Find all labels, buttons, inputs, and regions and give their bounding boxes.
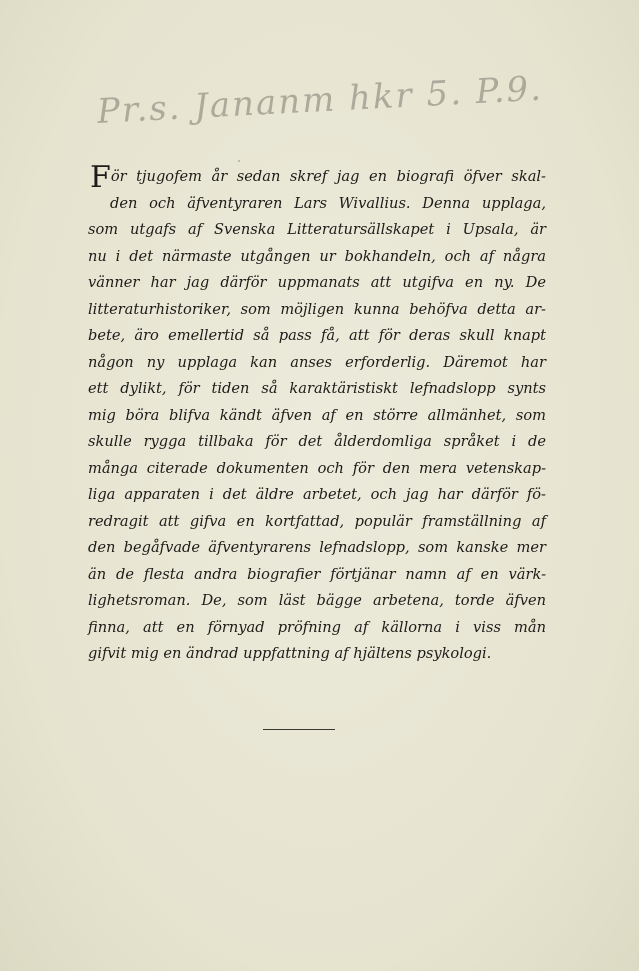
ink-speck bbox=[238, 160, 240, 162]
paragraph-line-5: vänner har jag därför uppmanats att utgifva en ny. De bbox=[88, 274, 546, 291]
paragraph-line-4: nu i det närmaste utgången ur bokhandeln, och af några bbox=[88, 247, 546, 265]
paragraph-line-8: någon ny upplaga kan anses erforderlig. Däremot har bbox=[88, 353, 546, 371]
paragraph-line-18: finna, att en förnyad pröfning af källorna i viss mån bbox=[88, 618, 546, 636]
paragraph-line-14: redragit att gifva en kortfattad, populär framställning af bbox=[88, 512, 546, 530]
paragraph-line-11: skulle rygga tillbaka för det ålderdomliga språket i de bbox=[88, 433, 546, 450]
paragraph-line-3: som utgafs af Svenska Litteratursällskapet i Upsala, är bbox=[88, 221, 546, 238]
handwritten-inscription: Pr.s. Jananm hkr 5. P.9. bbox=[96, 68, 544, 132]
section-divider-rule bbox=[263, 729, 335, 730]
paragraph-line-7: bete, äro emellertid så pass få, att för deras skull knapt bbox=[88, 327, 546, 344]
paragraph-line-12: många citerade dokumenten och för den mera vetenskap- bbox=[88, 459, 546, 477]
paragraph-line-6: litteraturhistoriker, som möjligen kunna behöfva detta ar- bbox=[88, 300, 546, 318]
paragraph-line-13: liga apparaten i det äldre arbetet, och jag har därför fö- bbox=[88, 486, 546, 503]
preface-paragraph bbox=[88, 160, 546, 668]
paragraph-line-9: ett dylikt, för tiden så karaktäristiskt lefnadslopp synts bbox=[88, 380, 546, 397]
paragraph-line-17: lighetsroman. De, som läst bägge arbetena, torde äfven bbox=[88, 592, 546, 609]
paragraph-line-1 bbox=[88, 160, 546, 195]
paragraph-line-2: den och äfventyraren Lars Wivallius. Denna upplaga, bbox=[110, 194, 546, 212]
paragraph-line-10: mig böra blifva kändt äfven af en större allmänhet, som bbox=[88, 406, 546, 424]
paragraph-line-16: än de flesta andra biografier förtjänar namn af en värk- bbox=[88, 565, 546, 583]
paragraph-line-19: gifvit mig en ändrad uppfattning af hjältens psykologi. bbox=[88, 645, 492, 662]
drop-cap: F bbox=[90, 160, 111, 195]
first-line-text: ör tjugofem år sedan skref jag en biografi öfver skal- bbox=[110, 168, 546, 185]
paragraph-line-15: den begåfvade äfventyrarens lefnadslopp, som kanske mer bbox=[88, 539, 546, 556]
